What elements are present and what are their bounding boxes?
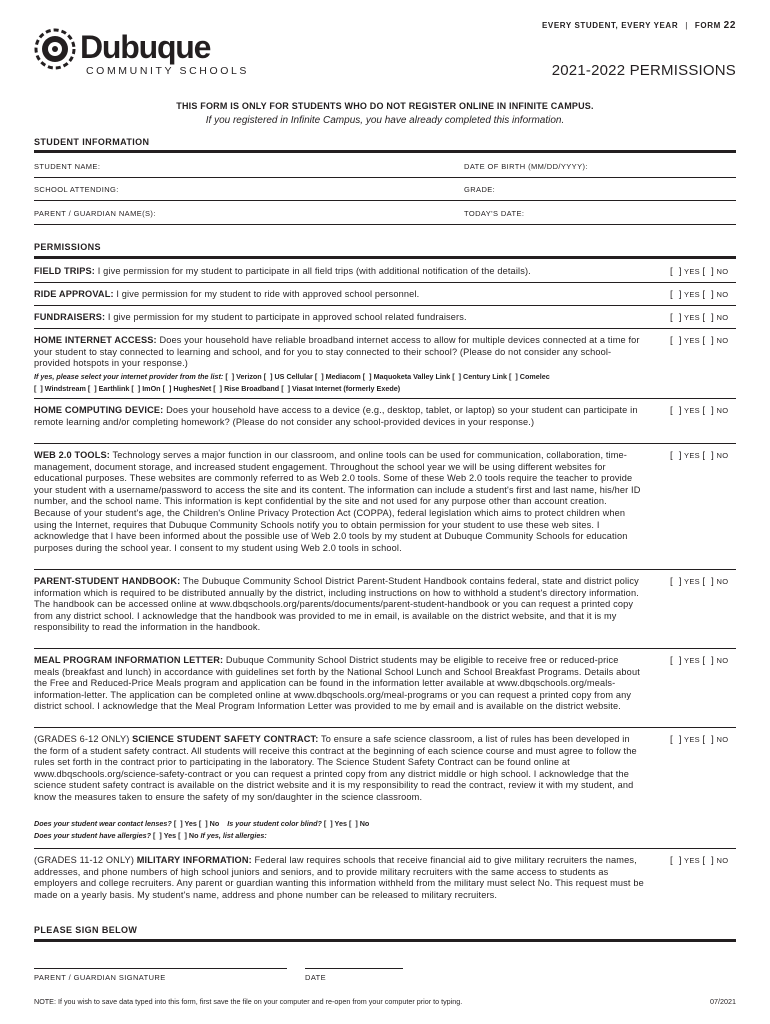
divider <box>34 177 736 178</box>
perm-body: Federal law requires schools that receive financial aid to give military recruiters the names, addresses, and phone numbers of high school juniors and seniors, and to provide military recruiters with the same access to students as employers and college recruiters. Any parent or guardian wanting this information withheld from the military must select No. This request must be made on a yearly basis. My student's name, address and phone number can be released to military recruiters. <box>34 855 644 900</box>
provider-prompt: If yes, please select your internet provider from the list: <box>34 372 224 381</box>
field-trips-text <box>34 266 644 278</box>
divider <box>34 939 736 942</box>
home-internet-choice[interactable]: [ ] YES [ ] NO <box>670 335 729 346</box>
divider <box>34 569 736 570</box>
grade-field[interactable]: GRADE: <box>464 185 496 194</box>
divider <box>34 305 736 306</box>
divider <box>34 648 736 649</box>
perm-title: HOME INTERNET ACCESS: <box>34 335 157 345</box>
district-emblem-icon <box>34 28 76 70</box>
perm-title: FUNDRAISERS: <box>34 312 106 322</box>
perm-body: Does your household have reliable broadband internet access to allow for multiple devices connected at a time for your student to stay connected to learning and school, and for you to stay connected to their school? (Please do not consider any school-provided hotspots in your response.) <box>34 335 640 369</box>
web-tools-choice[interactable]: [ ] YES [ ] NO <box>670 450 729 461</box>
contact-lenses-question: Does your student wear contact lenses? <box>34 819 172 828</box>
perm-body: Does your household have access to a device (e.g., desktop, tablet, or laptop) so your student can participate in remote learning and/or completing homework? (Please do not consider any school-provided devices in your response.) <box>34 405 638 427</box>
save-note: NOTE: If you wish to save data typed into this form, first save the file on your computer and re-open from your computer prior to typing. <box>34 997 463 1006</box>
provider-option[interactable]: [ ] ImOn <box>131 384 161 393</box>
military-info-text <box>34 855 644 901</box>
perm-title: SCIENCE STUDENT SAFETY CONTRACT: <box>132 734 319 744</box>
perm-body: Technology serves a major function in our classroom, and online tools can be used for communication, collaboration, time-management, document storage, and increased student engagement. Throughout the school year we will be using different websites for educational purposes. These websites are commonly referred to as Web 2.0 tools. Some of these Web 2.0 tools require the teacher to provide your student with a username/password to access the site and its content. The information can include a student's first and last name, his/her ID number, and the school name. This information is kept confidential by the site and not used for any purpose other than account creation. Because of your student's age, the Children's Online Privacy Protection Act (COPPA), federal legislation which aims to protect children when using the Internet, requires that Dubuque Community Schools notify you to obtain permission for your student to use these web sites. I acknowledge that I have been informed about the possible use of Web 2.0 tools by my student at Dubuque Community Schools for education purposes during the school year. I consent to my student using Web 2.0 tools in school. <box>34 450 641 553</box>
provider-option[interactable]: [ ] Comelec <box>508 372 550 381</box>
ride-approval-text <box>34 289 644 301</box>
military-info-choice[interactable]: [ ] YES [ ] NO <box>670 855 729 866</box>
online-notice-sub: If you registered in Infinite Campus, you have already completed this information. <box>205 115 565 126</box>
perm-body: The Dubuque Community School District Parent-Student Handbook contains federal, state and district policy information which is required to be distributed annually by the district, including instructions on how to withhold a student's directory information. The handbook can be accessed online at www.dbqschools.org/parents/documents/parent-student-handbook or you can request a printed copy from any district school. I acknowledge that the handbook was provided to me in email, is available on the district website, and that it is my responsibility to read the information in the handbook. <box>34 576 639 633</box>
allergies-choice[interactable]: [ ] Yes [ ] No <box>153 831 199 840</box>
tagline-text: EVERY STUDENT, EVERY YEAR <box>541 21 679 30</box>
provider-option[interactable]: [ ] Verizon <box>225 372 262 381</box>
dob-field[interactable]: DATE OF BIRTH (MM/DD/YYYY): <box>464 162 588 171</box>
provider-option[interactable]: [ ] Maquoketa Valley Link <box>362 372 451 381</box>
perm-title: MEAL PROGRAM INFORMATION LETTER: <box>34 655 224 665</box>
perm-body: I give permission for my student to participate in approved school related fundraisers. <box>105 312 467 322</box>
provider-option[interactable]: [ ] Rise Broadband <box>213 384 280 393</box>
provider-option[interactable]: [ ] Century Link <box>452 372 507 381</box>
meal-program-text <box>34 655 644 713</box>
divider <box>34 443 736 444</box>
online-notice: THIS FORM IS ONLY FOR STUDENTS WHO DO NOT REGISTER ONLINE IN INFINITE CAMPUS. <box>176 101 594 111</box>
divider <box>34 328 736 329</box>
perm-title: WEB 2.0 TOOLS: <box>34 450 110 460</box>
header-tagline: EVERY STUDENT, EVERY YEAR | FORM 22 <box>541 20 736 31</box>
divider <box>34 150 736 153</box>
color-blind-choice[interactable]: [ ] Yes [ ] No <box>323 819 370 828</box>
allergies-question: Does your student have allergies? <box>34 831 152 840</box>
divider <box>34 256 736 259</box>
perm-prefix: (GRADES 6-12 ONLY) <box>34 734 133 744</box>
perm-title: FIELD TRIPS: <box>34 266 96 276</box>
todays-date-field[interactable]: TODAY'S DATE: <box>464 209 525 218</box>
perm-body: Dubuque Community School District students may be eligible to receive free or reduced-price meals (breakfast and lunch) in accordance with guidelines set forth by the National School Lunch and School Breakfast Programs. Details about the Free and Reduced-Price Meals program and application can be found in the information letter available at www.dbqschools.org/meals-information-letter. The application can be completed online at www.dbqschools.org/meal-programs or you can request a printed copy from any district school. I acknowledge that the Meal Program Information Letter was provided to me by email and is available on the district website. <box>34 655 640 712</box>
meal-program-choice[interactable]: [ ] YES [ ] NO <box>670 655 729 666</box>
web-tools-text <box>34 450 644 554</box>
signature-line[interactable] <box>34 968 287 969</box>
permissions-heading: PERMISSIONS <box>34 242 101 252</box>
divider <box>34 398 736 399</box>
divider <box>34 224 736 225</box>
internet-provider-list <box>34 371 674 395</box>
form-number: 22 <box>723 20 736 31</box>
divider <box>34 282 736 283</box>
color-blind-question: Is your student color blind? <box>227 819 322 828</box>
science-safety-text <box>34 734 644 804</box>
sign-heading: PLEASE SIGN BELOW <box>34 925 138 935</box>
field-trips-choice[interactable]: [ ] YES [ ] NO <box>670 266 729 277</box>
perm-body: I give permission for my student to participate in all field trips (with additional notification of the details). <box>95 266 531 276</box>
ride-approval-choice[interactable]: [ ] YES [ ] NO <box>670 289 729 300</box>
divider <box>34 727 736 728</box>
provider-option[interactable]: [ ] Mediacom <box>314 372 361 381</box>
science-followups <box>34 818 674 842</box>
district-logo <box>34 28 264 78</box>
logo-subtitle: COMMUNITY SCHOOLS <box>86 65 250 77</box>
divider <box>34 200 736 201</box>
provider-option[interactable]: [ ] Viasat Internet (formerly Exede) <box>281 384 401 393</box>
contact-lenses-choice[interactable]: [ ] Yes [ ] No <box>173 819 220 828</box>
handbook-choice[interactable]: [ ] YES [ ] NO <box>670 576 729 587</box>
form-label: FORM <box>694 21 721 30</box>
date-label: DATE <box>305 973 327 982</box>
fundraisers-choice[interactable]: [ ] YES [ ] NO <box>670 312 729 323</box>
signature-label: PARENT / GUARDIAN SIGNATURE <box>34 973 166 982</box>
parent-name-field[interactable]: PARENT / GUARDIAN NAME(S): <box>34 209 156 218</box>
handbook-text <box>34 576 644 634</box>
revision-date: 07/2021 <box>710 997 736 1006</box>
date-line[interactable] <box>305 968 403 969</box>
home-internet-text <box>34 335 644 370</box>
divider <box>34 848 736 849</box>
provider-option[interactable]: [ ] Windstream <box>34 384 86 393</box>
science-safety-choice[interactable]: [ ] YES [ ] NO <box>670 734 729 745</box>
perm-body: I give permission for my student to ride with approved school personnel. <box>113 289 420 299</box>
allergies-list-prompt[interactable]: If yes, list allergies: <box>200 831 267 840</box>
perm-prefix: (GRADES 11-12 ONLY) <box>34 855 137 865</box>
perm-title: PARENT-STUDENT HANDBOOK: <box>34 576 181 586</box>
home-computing-text <box>34 405 644 428</box>
logo-wordmark: Dubuque <box>80 29 211 65</box>
provider-option[interactable]: [ ] US Cellular <box>263 372 313 381</box>
form-title: 2021-2022 PERMISSIONS <box>551 62 736 79</box>
student-info-heading: STUDENT INFORMATION <box>34 137 150 147</box>
school-field[interactable]: SCHOOL ATTENDING: <box>34 185 119 194</box>
perm-title: MILITARY INFORMATION: <box>136 855 252 865</box>
provider-option[interactable]: [ ] HughesNet <box>162 384 212 393</box>
home-computing-choice[interactable]: [ ] YES [ ] NO <box>670 405 729 416</box>
fundraisers-text <box>34 312 644 324</box>
student-name-field[interactable]: STUDENT NAME: <box>34 162 101 171</box>
perm-body: To ensure a safe science classroom, a list of rules has been developed in the form of a student safety contract. All students will receive this contract at the beginning of each science course and must agree to follow the rules set forth in the contract prior to participating in the laboratory. The Science Student Safety Contract can be found online at www.dbqschools.org/science-safety-contract or you can request a printed copy from any district middle or high school. I acknowledge that the science student safety contract is available on the district website and it is my responsibility to read the contract, review it with my student, and know the measures taken to ensure the safety of my son/daughter in the science classroom. <box>34 734 637 802</box>
provider-option[interactable]: [ ] Earthlink <box>87 384 130 393</box>
perm-title: HOME COMPUTING DEVICE: <box>34 405 164 415</box>
perm-title: RIDE APPROVAL: <box>34 289 114 299</box>
